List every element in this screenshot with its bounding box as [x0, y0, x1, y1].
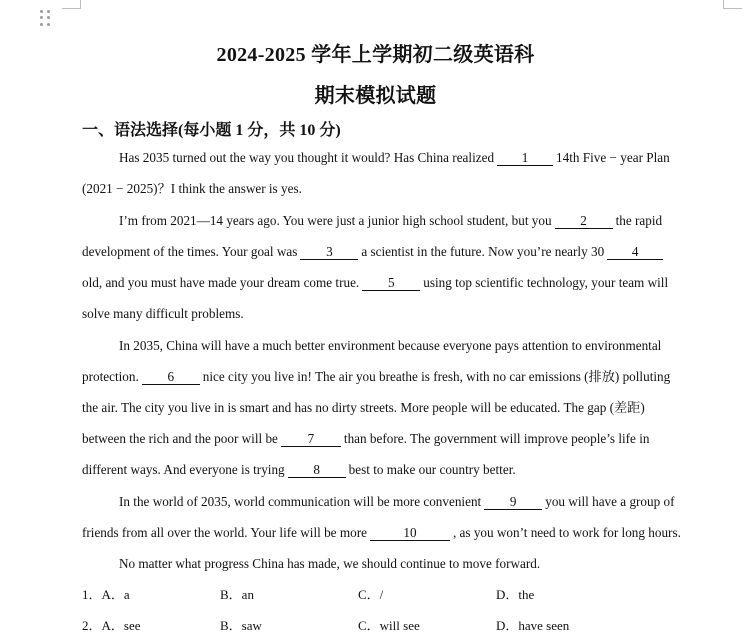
passage-line: between the rich and the poor will be 7 than before. The government will improve people’s life in — [82, 431, 650, 446]
option-b[interactable]: B．an — [220, 587, 254, 602]
page-corner-mark — [723, 0, 742, 9]
answer-blank[interactable]: 1 — [497, 150, 553, 166]
passage-line: In the world of 2035, world communication will be more convenient 9 you will have a group of — [119, 494, 675, 509]
drag-handle-icon[interactable] — [40, 10, 52, 26]
answer-blank[interactable]: 8 — [288, 462, 346, 478]
option-c[interactable]: C．/ — [358, 587, 384, 602]
passage-line: protection. 6 nice city you live in! The air you breathe is fresh, with no car emissions (排放) polluting — [82, 369, 671, 384]
option-d[interactable]: D．the — [496, 587, 535, 602]
answer-blank[interactable]: 4 — [607, 244, 663, 260]
answer-blank[interactable]: 3 — [300, 244, 358, 260]
passage-line: (2021 − 2025)？I think the answer is yes. — [82, 181, 302, 196]
option-a[interactable]: 2．A．see — [82, 618, 141, 633]
option-b[interactable]: B．saw — [220, 618, 262, 633]
passage-line: old, and you must have made your dream come true. 5 using top scientific technology, your team will — [82, 275, 669, 290]
passage-line: I’m from 2021—14 years ago. You were just a junior high school student, but you 2 the rapid — [119, 213, 663, 228]
option-d[interactable]: D．have seen — [496, 618, 570, 633]
passage-line: Has 2035 turned out the way you thought it would? Has China realized 1 14th Five − year Plan — [119, 150, 670, 165]
passage-line: development of the times. Your goal was 3 a scientist in the future. Now you’re nearly 30 4 — [82, 243, 722, 261]
answer-blank[interactable]: 7 — [281, 431, 341, 447]
answer-blank[interactable]: 5 — [362, 275, 420, 291]
passage-line: solve many difficult problems. — [82, 306, 244, 321]
exam-title: 2024-2025 学年上学期初二级英语科 — [216, 44, 535, 66]
passage-line: No matter what progress China has made, we should continue to move forward. — [119, 556, 541, 571]
passage-line: the air. The city you live in is smart and has no dirty streets. More people will be educated. The gap (差距) — [82, 400, 645, 415]
answer-blank[interactable]: 6 — [142, 369, 200, 385]
passage-line: different ways. And everyone is trying 8 best to make our country better. — [82, 462, 516, 477]
answer-blank[interactable]: 2 — [555, 213, 613, 229]
passage-line: friends from all over the world. Your life will be more 10 , as you won’t need to work for long hours. — [82, 525, 681, 540]
answer-blank[interactable]: 9 — [484, 494, 542, 510]
exam-subtitle: 期末模拟试题 — [314, 85, 437, 107]
option-c[interactable]: C．will see — [358, 618, 420, 633]
passage-line: In 2035, China will have a much better environment because everyone pays attention to environmental — [119, 338, 662, 353]
section-heading: 一、语法选择(每小题 1 分，共 10 分) — [82, 122, 341, 139]
page-corner-mark — [62, 0, 81, 9]
option-a[interactable]: 1．A．a — [82, 587, 130, 602]
answer-blank[interactable]: 10 — [370, 525, 450, 541]
